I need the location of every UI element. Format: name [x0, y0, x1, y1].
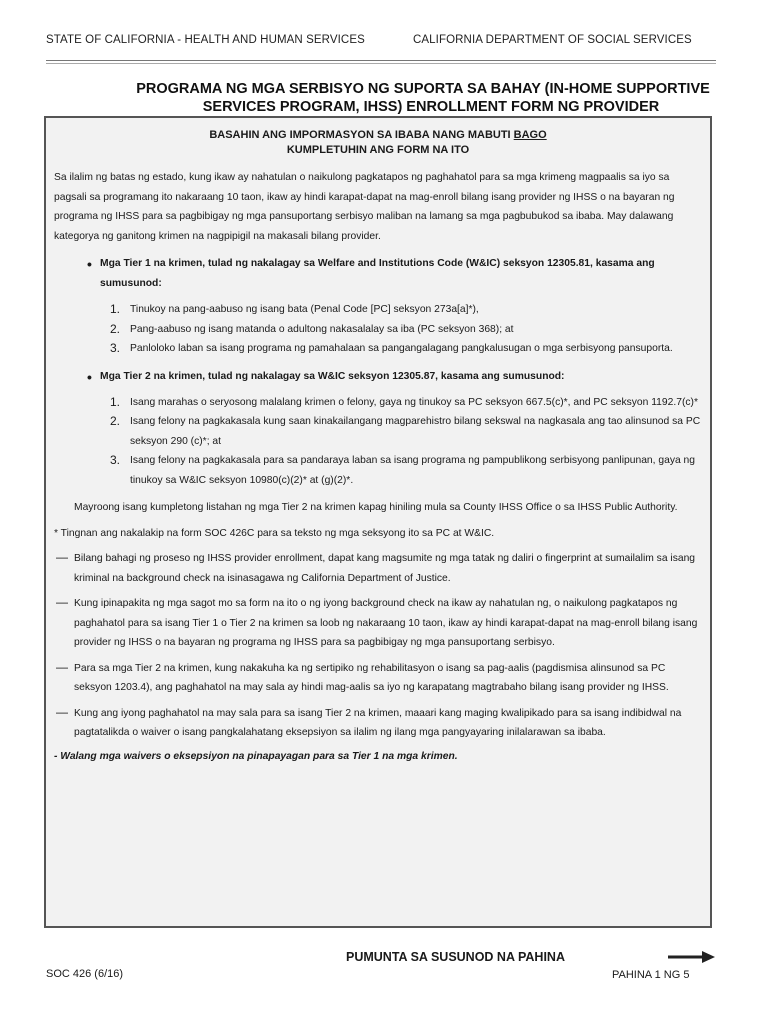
- list-item: [110, 412, 702, 451]
- dash-icon: —: [56, 659, 68, 674]
- heading-line2: KUMPLETUHIN ANG FORM NA ITO: [286, 144, 470, 156]
- tier1-bullet: [54, 254, 702, 294]
- form-id: SOC 426 (6/16): [46, 968, 124, 980]
- tier2-text: Mga Tier 2 na krimen, tulad ng nakalagay sa W&IC seksyon 12305.87, kasama ang sumusunod:: [100, 370, 565, 382]
- header-divider: [46, 60, 716, 61]
- dash-icon: —: [56, 550, 68, 564]
- form-title-line1: PROGRAMA NG MGA SERBISYO NG SUPORTA SA BAHAY (IN-HOME SUPPORTIVE: [136, 81, 710, 97]
- page-number: PAHINA 1 NG 5: [612, 969, 690, 981]
- form-title-line2: SERVICES PROGRAM, IHSS) ENROLLMENT FORM NG PROVIDER: [202, 99, 660, 115]
- list-text: Pang-aabuso ng isang matanda o adultong nakasalalay sa iba (PC seksyon 368); at: [130, 323, 514, 335]
- instructions-box: [44, 116, 712, 928]
- dash-item: [54, 594, 702, 653]
- dash-icon: —: [56, 704, 68, 719]
- list-number: 3.: [110, 341, 121, 355]
- list-number: 3.: [110, 453, 121, 467]
- list-item: [110, 300, 702, 320]
- list-number: 1.: [110, 394, 121, 409]
- bullet-icon: •: [87, 368, 92, 385]
- list-item: [110, 451, 702, 490]
- list-number: 2.: [110, 414, 121, 428]
- instructions-heading: [54, 128, 702, 158]
- tier1-text: Mga Tier 1 na krimen, tulad ng nakalagay sa Welfare and Institutions Code (W&IC) seksyon 12305.81, kasama ang sumusunod:: [100, 258, 655, 289]
- form-title: [60, 80, 770, 116]
- next-page-label: PUMUNTA SA SUSUNOD NA PAHINA: [346, 950, 565, 964]
- dash-item: [54, 659, 702, 698]
- list-number: 1.: [110, 302, 121, 316]
- list-text: Panloloko laban sa isang programa ng pamahalaan sa pangangalagang pangkalusugan o mga serbisyong pansuporta.: [130, 343, 673, 354]
- footnote: * Tingnan ang nakalakip na form SOC 426C para sa teksto ng mga seksyong ito sa PC at W&IC.: [54, 527, 495, 539]
- heading-text: BASAHIN ANG IMPORMASYON SA IBABA NANG MABUTI: [209, 129, 514, 141]
- list-text: Isang felony na pagkakasala kung saan kinakailangang magparehistro bilang sekswal na nagkasala ang tao alinsunod sa PC seksyon 290 (c)*; at: [130, 416, 701, 447]
- header-agency: STATE OF CALIFORNIA - HEALTH AND HUMAN SERVICES: [46, 34, 365, 46]
- list-text: Tinukoy na pang-aabuso ng isang bata (Penal Code [PC] seksyon 273a[a]*),: [130, 304, 479, 315]
- header-department: CALIFORNIA DEPARTMENT OF SOCIAL SERVICES: [413, 34, 692, 46]
- dash-text: Para sa mga Tier 2 na krimen, kung nakakuha ka ng sertipiko ng rehabilitasyon o isang sa pag-aalis (pagdismisa alinsunod sa PC seksyon 1203.4), ang paghahatol na may sala ay hindi mag-aalis sa iyo ng karapatang magtrabaho bilang isang provider ng IHSS.: [74, 662, 669, 693]
- list-text: Isang marahas o seryosong malalang krimen o felony, gaya ng tinukoy sa PC seksyon 667.5(c)*, and PC seksyon 1192.7(c)*: [130, 396, 698, 408]
- dash-text: Kung ipinapakita ng mga sagot mo sa form na ito o ng iyong background check na ikaw ay nahatulan ng, o naikulong pagkatapos ng paghahatol para sa isang Tier 1 o Tier 2 na krimen sa loob ng nakaraang 10 taon, ikaw ay hindi karapat-dapat na mag-enroll bilang isang provider ng IHSS o na bayaran ng programa ng IHSS para sa pagbibigay ng mga pansuportang serbisyo.: [74, 598, 698, 648]
- right-arrow-icon: [668, 950, 716, 964]
- instructions-content: [54, 128, 702, 766]
- list-text: Isang felony na pagkakasala para sa pandaraya laban sa isang programa ng pampublikong serbisyong panlipunan, gaya ng tinukoy sa W&IC seksyon 10980(c)(2)* at (g)(2)*.: [130, 455, 696, 486]
- heading-underlined-word: BAGO: [513, 129, 547, 141]
- list-item: [110, 320, 702, 340]
- list-number: 2.: [110, 321, 121, 336]
- tier2-list: [54, 393, 702, 491]
- bullet-icon: •: [87, 256, 92, 272]
- header-divider-secondary: [46, 63, 716, 64]
- tier1-list: [54, 300, 702, 359]
- list-item: [110, 393, 702, 413]
- list-item: [110, 339, 702, 359]
- dash-text: Kung ang iyong paghahatol na may sala para sa isang Tier 2 na krimen, maaari kang maging kwalipikado para sa isang indibidwal na pagtatalikda o waiver o isang pangkalahatang eksepsiyon sa ilalim ng ilang mga pangyayaring inilalarawan sa ibaba.: [74, 707, 682, 738]
- tier2-note: Mayroong isang kumpletong listahan ng mga Tier 2 na krimen kapag hiniling mula sa County IHSS Office o sa IHSS Public Authority.: [74, 502, 678, 513]
- tier2-bullet: [54, 367, 702, 387]
- intro-paragraph: Sa ilalim ng batas ng estado, kung ikaw ay nahatulan o naikulong pagkatapos ng paghahatol para sa mga krimeng magpaalis sa iyo sa pagsali sa programang ito nakaraang 10 taon, ikaw ay hindi karapat-dapat na mag-enroll bilang isang provider ng IHSS o na bayaran ng programa ng IHSS para sa pagbibigay ng mga pansuportang serbisyo maliban na lamang sa mga pagbubukod sa ibaba. May dalawang kategorya ng ganitong krimen na nagpipigil na makasali bilang provider.: [54, 172, 675, 242]
- dash-text: Bilang bahagi ng proseso ng IHSS provider enrollment, dapat kang magsumite ng mga tatak ng daliri o fingerprint at sumailalim sa isang kriminal na background check na isinasagawa ng California Department of Justice.: [74, 553, 696, 584]
- no-waiver-note: - Walang mga waivers o eksepsiyon na pinapayagan para sa Tier 1 na mga krimen.: [54, 750, 458, 762]
- dash-icon: —: [56, 595, 68, 609]
- dash-item: [54, 549, 702, 588]
- dash-item: [54, 704, 702, 743]
